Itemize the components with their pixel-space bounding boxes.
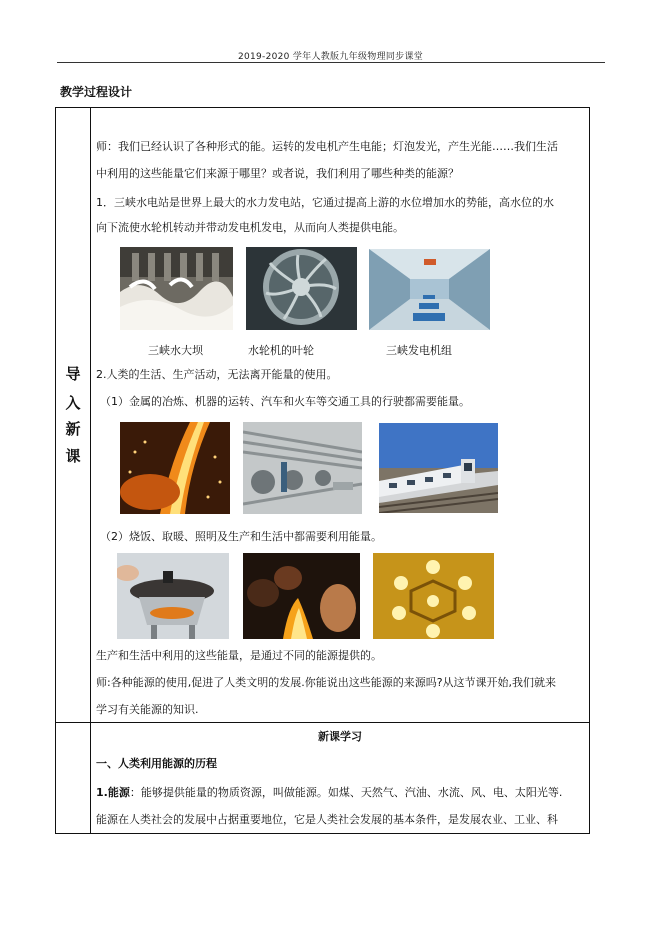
energy-use-paragraph: 2.人类的生活、生产活动，无法离开能量的使用。 <box>96 368 338 381</box>
hydro-paragraph-line: 向下流使水轮机转动并带动发电机发电，从而向人类提供电能。 <box>96 221 404 234</box>
energy-source-paragraph: 生产和生活中利用的这些能量，是通过不同的能源提供的。 <box>96 649 382 662</box>
side-label-char: 导 <box>65 365 81 383</box>
photo-caption: 水轮机的叶轮 <box>248 344 314 357</box>
table-border-mid <box>55 722 590 723</box>
turbine-runner-photo <box>246 247 357 330</box>
importance-line: 能源在人类社会的发展中占据重要地位，它是人类社会发展的基本条件，是发展农业、工业、科 <box>96 813 558 826</box>
teacher-remark-line: 师:各种能源的使用,促进了人类文明的发展.你能说出这些能源的来源吗?从这节课开始,我们就来 <box>96 676 557 689</box>
photo-caption: 三峡发电机组 <box>386 344 452 357</box>
intro-line: 师：我们已经认识了各种形式的能。运转的发电机产生电能；灯泡发光，产生光能……我们生活 <box>96 140 558 153</box>
table-column-divider <box>90 107 91 834</box>
page-header: 2019-2020 学年人教版九年级物理同步课堂 <box>237 52 424 62</box>
metal-smelting-photo <box>120 422 230 514</box>
energy-use-item: （2）烧饭、取暖、照明及生产和生活中都需要利用能量。 <box>100 530 382 543</box>
campfire-warming-photo <box>243 553 360 639</box>
table-border-bottom <box>55 833 590 834</box>
machinery-photo <box>243 422 362 514</box>
subheading: 一、人类利用能源的历程 <box>96 757 217 770</box>
side-label-char: 入 <box>65 394 81 412</box>
definition-line <box>96 786 562 799</box>
generator-units-photo <box>369 249 490 330</box>
table-border-top <box>55 107 590 108</box>
definition-label: 1.能源 <box>96 786 130 799</box>
table-border-left <box>55 107 56 834</box>
table-border-right <box>589 107 590 834</box>
chandelier-lighting-photo <box>373 553 494 639</box>
side-label-char: 新 <box>65 420 81 438</box>
side-label-char: 课 <box>65 447 81 465</box>
definition-text: ：能够提供能量的物质资源，叫做能源。如煤、天然气、汽油、水流、风、电、太阳光等. <box>129 786 563 799</box>
cooking-pot-photo <box>117 553 229 639</box>
hydro-paragraph-line: 1．三峡水电站是世界上最大的水力发电站，它通过提高上游的水位增加水的势能，高水位的水 <box>96 196 554 209</box>
header-rule <box>57 62 605 63</box>
three-gorges-dam-photo <box>120 247 233 330</box>
intro-line: 中利用的这些能量它们来源于哪里？或者说，我们利用了哪些种类的能源？ <box>96 167 459 180</box>
photo-caption: 三峡水大坝 <box>148 344 203 357</box>
section-title: 教学过程设计 <box>60 85 133 99</box>
teacher-remark-line: 学习有关能源的知识. <box>96 703 199 716</box>
energy-use-item: （1）金属的冶炼、机器的运转、汽车和火车等交通工具的行驶都需要能量。 <box>100 395 470 408</box>
new-lesson-title: 新课学习 <box>318 730 362 743</box>
train-photo <box>379 423 498 513</box>
